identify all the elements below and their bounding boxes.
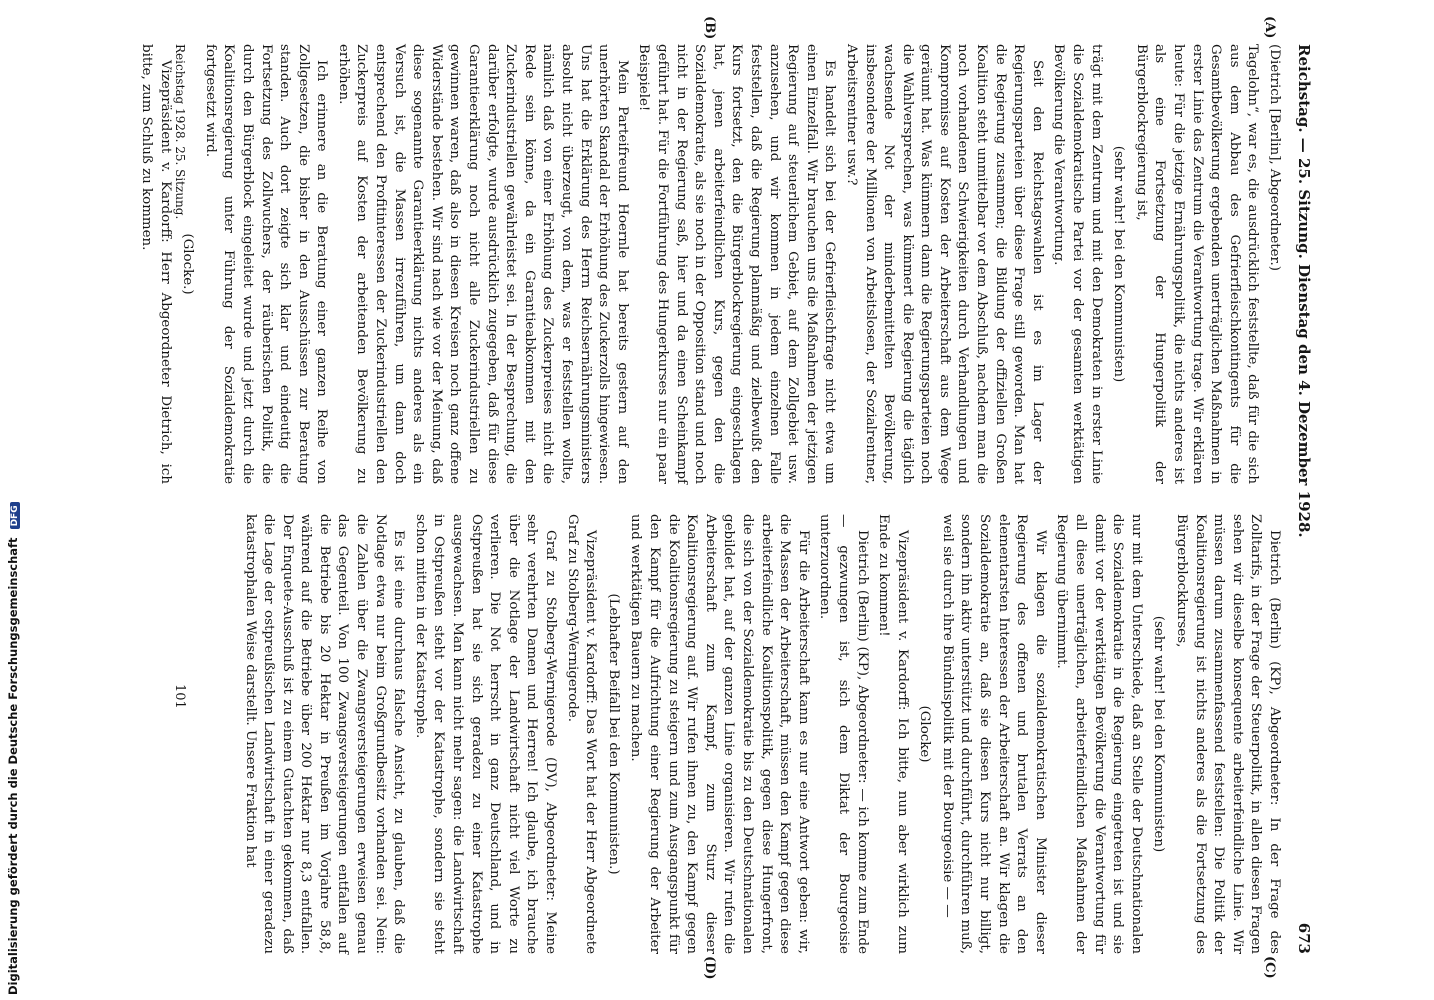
interjection: (sehr wahr! bei den Kommunisten) (1151, 615, 1167, 853)
paragraph: Seit den Reichstagswahlen ist es im Lager der Regierungsparteien über diese Frage still geworden. Man hat die Regierung zusammen; die Bildung der offiziellen Großen Koalition steht unmittelbar vor dem Abschluß, nachdem man die noch vorhandenen Schwierigkeiten durch Verhandlungen und Kompromisse auf Kosten der Arbeiterschaft aus dem Wege geräumt hat. Was kümmern dann die Regierungsparteien noch die Wahlversprechen, was kümmert die Regierung die täglich wachsende Not der minderbemittelten Bevölkerung, insbesondere der Millionen von Arbeitslosen, der Sozialrentner, Arbeitsrentner usw.? (843, 44, 1045, 484)
paragraph: Für die Arbeiterschaft kann es nur eine Antwort geben: wir, die Massen der Arbeiterschaft, müssen den Kampf gegen diese arbeiterfeindliche Koalitionspolitik, gegen diese Hungerfront, die sich von der Sozialdemokratie bis zu den Deutschnationalen gebildet hat, auf der ganzen Linie organisieren. Wir rufen die Arbeiterschaft zum Kampf, zum Sturz dieser Koalitionsregierung auf. Wir rufen ihnen zu, den Kampf gegen die Koalitionsregierung zu steigern und zum Ausgangspunkt für den Kampf für die Aufrichtung einer Regierung der Arbeiter und werktätigen Bauern zu machen. (628, 514, 811, 954)
text-column-right (237, 514, 1283, 954)
paragraph: Vizepräsident v. Kardorff: Herr Abgeordneter Dietrich, ich bitte, zum Schluß zu kommen. (138, 44, 173, 484)
margin-marker-c: (C) (1262, 956, 1277, 979)
paragraph: Vizepräsident v. Kardorff: Ich bitte, nun aber wirklich zum Ende zu kommen! (876, 514, 910, 954)
paragraph: Es handelt sich bei der Gefrierfleischfrage nicht etwa um einen Einzelfall. Wir brauchen uns die Maßnahmen der jetzigen Regierung auf steuerlichem Gebiet, auf dem Zollgebiet usw. anzusehen, und wir kommen in jedem einzelnen Falle feststellen, daß die Regierung planmäßig und zielbewußt den Kurs fortsetzt, den die Bürgerblockregierung eingeschlagen hat, jenen arbeiterfeindlichen Kurs, gegen den die Sozialdemokratie, als sie noch in der Opposition stand und noch nicht in der Regierung saß, hier und da einen Scheinkampf geführt hat. Für die Fortführung des Hungerkurses nur ein paar Beispiele! (636, 44, 838, 484)
paragraph: Wir klagen die sozialdemokratischen Minister dieser Regierung des offenen und brutalen Verrats an den elementarsten Interessen der Arbeiterschaft an. Wir klagen die Sozialdemokratie an, daß sie diesen Kurs nicht nur billigt, sondern ihn aktiv unterstützt und durchführt, durchführen muß, weil sie durch ihre Bündnispolitik mit der Bourgeoisie — — (939, 514, 1048, 954)
margin-marker-b: (B) (702, 16, 717, 40)
paragraph: Vizepräsident v. Kardorff: Das Wort hat der Herr Abgeordnete Graf zu Stolberg-Wernigerode. (564, 514, 599, 954)
credit-text: Digitalisierung gefördert durch die Deutsche Forschungsgemeinschaft (6, 537, 20, 995)
paragraph: Dietrich (Berlin) (KP), Abgeordneter: In der Frage des Zolltarifs, in der Frage der Steuerpolitik, in allen diesen Fragen sehen wir dieselbe konsequente arbeiterfeindliche Linie. Wir müssen darum zusammenfassend feststellen: Die Politik der Koalitionsregierung ist nichts anderes als die Fortsetzung des Bürgerblockkurses, (1174, 514, 1282, 954)
dfg-logo: DFG (10, 502, 20, 529)
paragraph: Tagelohn“, war es, die ausdrücklich feststellte, daß für die sich aus dem Abbau des Gefrierfleischkontingents für die Gesamtbevölkerung ergebenden unerträglichen Maßnahmen in erster Linie das Zentrum die Verantwortung trage. Wir erklären heute: Für die jetzige Ernährungspolitik, die nichts anderes ist als eine Fortsetzung der Hungerpolitik der Bürgerblockregierung ist, (1133, 44, 1261, 484)
paragraph: Graf zu Stolberg-Wernigerode (DV), Abgeordneter: Meine sehr verehrten Damen und Herren! Ich glaube, ich brauche über die Notlage der Landwirtschaft nicht viel Worte zu verlieren. Die Not herrscht in ganz Deutschland, und in Ostpreußen hat sie sich geradezu zu einer Katastrophe ausgewachsen. Man kann nicht mehr sagen: die Landwirtschaft in Ostpreußen steht vor der Katastrophe, sondern sie steht schon mitten in der Katastrophe. (412, 514, 559, 954)
interjection: (Lebhafter Beifall bei den Kommunisten.) (605, 593, 621, 875)
paragraph: Es ist eine durchaus falsche Ansicht, zu glauben, daß die Notlage etwa nur beim Großgrundbesitz vorhanden sei. Nein: die Zahlen über die Zwangsversteigerungen erweisen genau das Gegenteil. Von 100 Zwangsversteigerungen entfallen auf die Betriebe bis 20 Hektar in Preußen im Vorjahre 58,8, während auf die Betriebe über 200 Hektar nur 8,3 entfallen. Der Enquete-Ausschuß ist zu einem Gutachten gekommen, daß die Lage der ostpreußischen Landwirtschaft in einer geradezu katastrophalen Weise darstellt. Unsere Fraktion hat (242, 514, 407, 954)
paragraph: Dietrich (Berlin) (KP), Abgeordneter: — ich komme zum Ende — gezwungen ist, sich dem Diktat der Bourgeoisie unterzuordnen. (817, 514, 870, 954)
margin-marker-a: (A) (1262, 16, 1277, 39)
rotated-newspaper-page (87, 16, 1317, 980)
digitization-credit (6, 505, 24, 995)
footer-page-number: 101 (172, 684, 187, 709)
interjection: (Glocke) (917, 705, 933, 763)
speaker-continuation: (Dietrich [Berlin], Abgeordneter.) (1267, 44, 1282, 271)
page-number: 673 (1295, 922, 1313, 954)
header-title: Reichstag. — 25. Sitzung. Dienstag den 4. Dezember 1928. (1295, 44, 1313, 538)
page-header (1289, 44, 1317, 954)
interjection: (Glocke.) (180, 233, 196, 295)
margin-marker-d: (D) (702, 956, 717, 980)
text-column-left (133, 44, 1283, 484)
paragraph: nur mit dem Unterschiede, daß an Stelle der Deutschnationalen die Sozialdemokratie in die Regierung eingetreten ist und sie damit vor der werktätigen Bevölkerung die Verantwortung für all diese unerträglichen, arbeiterfeindlichen Maßnahmen der Regierung übernimmt. (1054, 514, 1144, 954)
footer-left: Reichstag 1928. 25. Sitzung. (173, 44, 187, 220)
paragraph: Mein Parteifreund Hoernle hat bereits gestern auf den unerhörten Skandal der Erhöhung des Zuckerzolls hingewiesen. Uns hat die Erklärung des Herrn Reichsernährungsministers absolut nicht überzeugt, von dem, was er feststellen wollte, nämlich daß von einer Erhöhung des Zuckerpreises nicht die Rede sein könne, da ein Garantieabkommen mit den Zuckerindustriellen gewährleistet sei. In der Besprechung, die darüber erfolgte, wurde ausdrücklich zugegeben, daß für diese Garantieerklärung noch nicht alle Zuckerindustriellen zu gewinnen waren, daß also in diesen Kreisen noch ganz offene Widerstände bestehen. Wir sind nach wie vor der Meinung, daß diese sogenannte Garantieerklärung nichts anderes als ein Versuch ist, die Massen irrezuführen, um dann doch entsprechend den Profitinteressen der Zuckerindustriellen den Zuckerpreis auf Kosten der arbeitenden Bevölkerung zu erhöhen. (335, 44, 630, 484)
paragraph: trägt mit dem Zentrum und mit den Demokraten in erster Linie die Sozialdemokratische Partei vor der gesamten werktätigen Bevölkerung die Verantwortung. (1051, 44, 1104, 484)
interjection: (sehr wahr! bei den Kommunisten) (1111, 145, 1127, 383)
paragraph: Ich erinnere an die Beratung einer ganzen Reihe von Zollgesetzen, die bisher in den Ausschüssen zur Beratung standen. Auch dort zeigte sich klar und eindeutig die Fortsetzung des Zollwuchers, der räuberischen Politik, die durch den Bürgerblock eingeleitet wurde und jetzt durch die Koalitionsregierung unter Führung der Sozialdemokratie fortgesetzt wird. (202, 44, 330, 484)
